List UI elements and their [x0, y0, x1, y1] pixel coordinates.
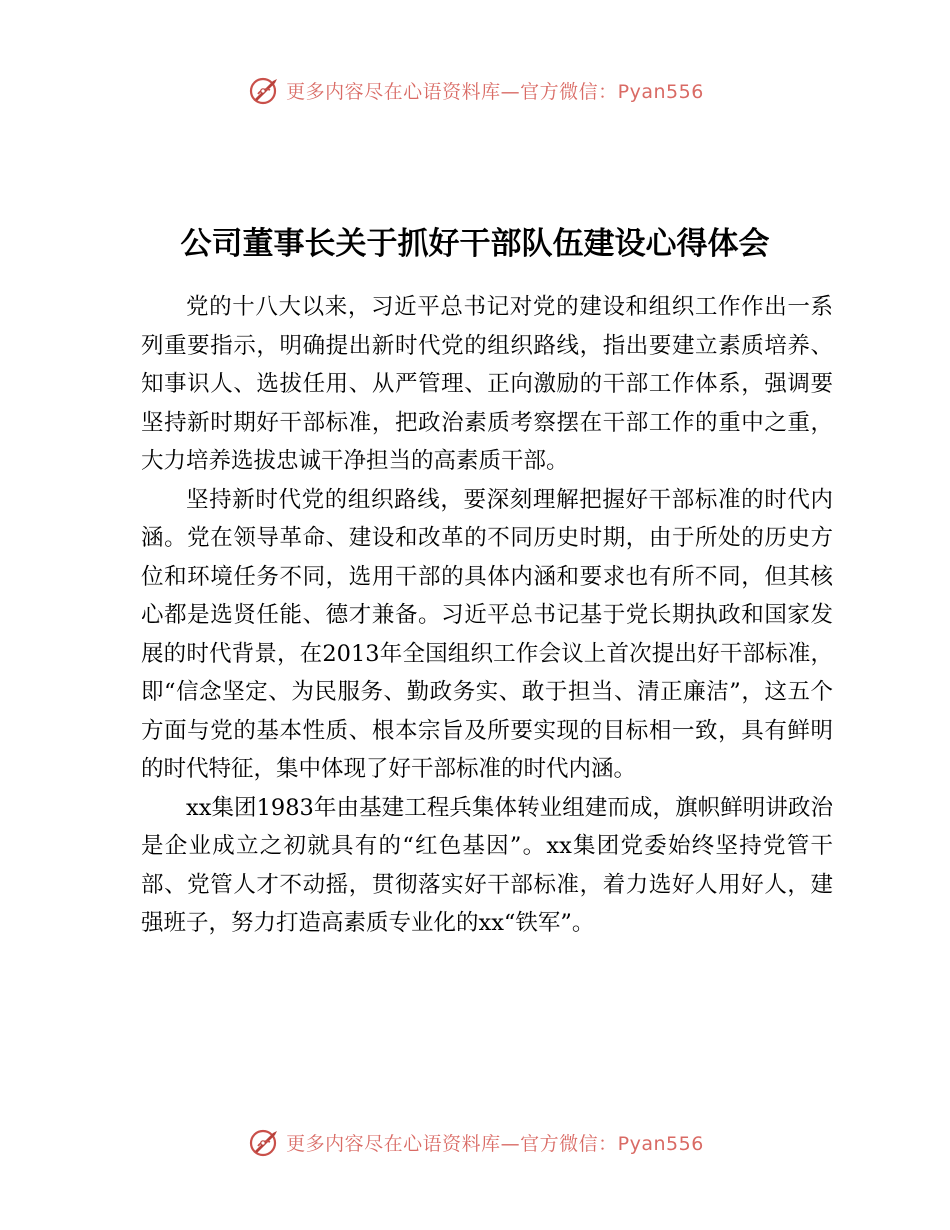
paragraph-3: xx集团1983年由基建工程兵集体转业组建而成，旗帜鲜明讲政治是企业成立之初就具有的“红色基因”。xx集团党委始终坚持党管干部、党管人才不动摇，贯彻落实好干部标准，着力选好人用好人，建强班子，努力打造高素质专业化的xx“铁军”。	[141, 794, 833, 936]
document-body	[141, 288, 833, 943]
footer-watermark	[0, 1120, 950, 1164]
watermark-text: 更多内容尽在心语资料库—官方微信：Pyan556	[286, 1132, 704, 1155]
watermark-text: 更多内容尽在心语资料库—官方微信：Pyan556	[286, 80, 704, 103]
document-title: 公司董事长关于抓好干部队伍建设心得体会	[180, 226, 770, 262]
header-watermark	[0, 68, 950, 112]
paragraph-1: 党的十八大以来，习近平总书记对党的建设和组织工作作出一系列重要指示，明确提出新时代党的组织路线，指出要建立素质培养、知事识人、选拔任用、从严管理、正向激励的干部工作体系，强调要坚持新时期好干部标准，把政治素质考察摆在干部工作的重中之重，大力培养选拔忠诚干净担当的高素质干部。	[141, 294, 833, 474]
pen-nib-logo-icon	[246, 1124, 282, 1160]
paragraph-2: 坚持新时代党的组织路线，要深刻理解把握好干部标准的时代内涵。党在领导革命、建设和改革的不同历史时期，由于所处的历史方位和环境任务不同，选用干部的具体内涵和要求也有所不同，但其核心都是选贤任能、德才兼备。习近平总书记基于党长期执政和国家发展的时代背景，在2013年全国组织工作会议上首次提出好干部标准，即“信念坚定、为民服务、勤政务实、敢于担当、清正廉洁”，这五个方面与党的基本性质、根本宗旨及所要实现的目标相一致，具有鲜明的时代特征，集中体现了好干部标准的时代内涵。	[141, 486, 833, 782]
pen-nib-logo-icon	[246, 72, 282, 108]
